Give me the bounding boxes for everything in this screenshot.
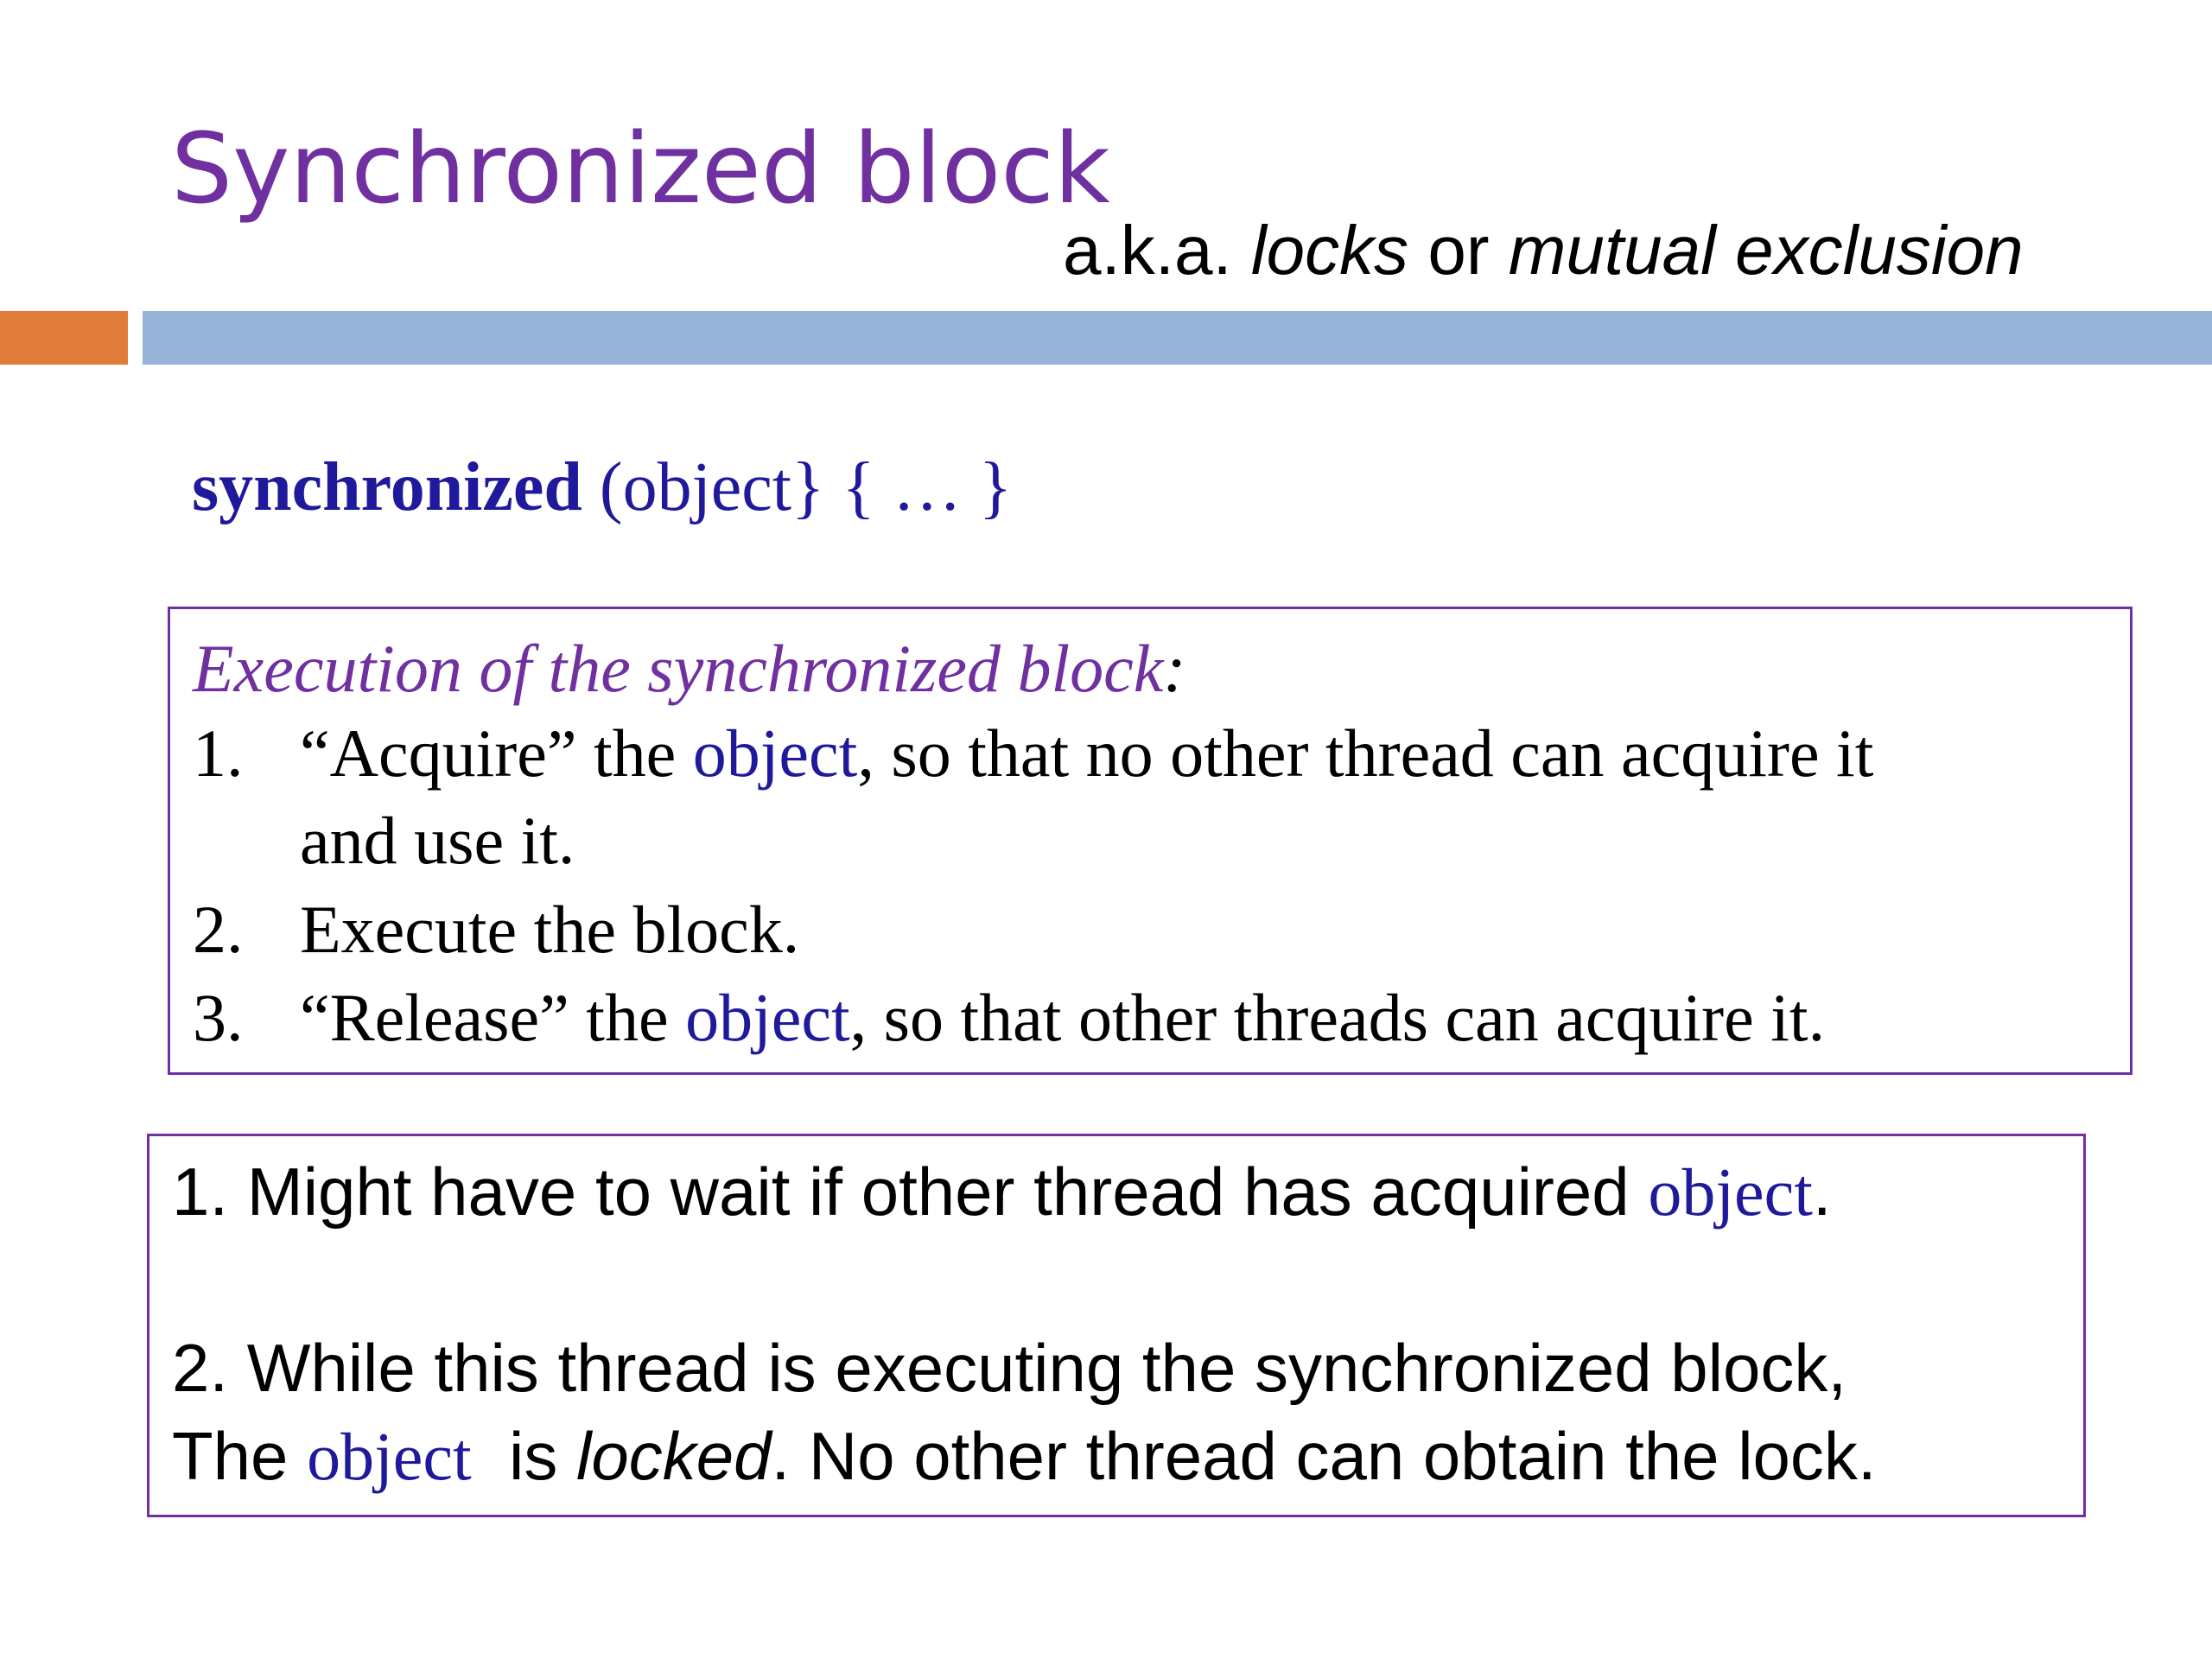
subtitle-middle: or (1408, 212, 1509, 289)
execution-step-3 (193, 974, 1825, 1061)
object-term: object (685, 980, 850, 1055)
header-divider-bar (143, 311, 2212, 365)
note-1: 1. Might have to wait if other thread has acquired object. (172, 1154, 1832, 1230)
subtitle-term-locks: locks (1250, 212, 1409, 289)
step-number: 2. (193, 892, 244, 967)
slide-subtitle (1063, 212, 2024, 289)
step-text: “Acquire” the (300, 715, 693, 791)
object-term: object (1648, 1154, 1813, 1230)
execution-step-1 (193, 709, 1873, 885)
step-text: “Release” the (300, 980, 686, 1055)
step-continuation: and use it. (300, 803, 575, 879)
subtitle-term-mutual-exclusion: mutual exclusion (1508, 212, 2024, 289)
step-text: , so that other threads can acquire it. (849, 980, 1826, 1055)
header-accent-bar (0, 311, 128, 365)
syntax-line (192, 449, 1012, 525)
locked-term: locked (576, 1418, 772, 1494)
subtitle-prefix: a.k.a. (1063, 212, 1251, 289)
notes-box (147, 1134, 2086, 1517)
execution-heading: Execution of the synchronized block: (193, 631, 1186, 706)
note-2-line-2: The object is locked. No other thread can obtain the lock. (172, 1418, 1877, 1494)
object-term: object (307, 1419, 472, 1494)
syntax-rest: (object} { … } (582, 449, 1013, 525)
execution-step-2 (193, 886, 799, 973)
syntax-keyword: synchronized (192, 449, 582, 525)
step-number: 1. (193, 715, 244, 791)
note-2-line-1: 2. While this thread is executing the synchronized block, (172, 1330, 1847, 1406)
object-term: object (692, 715, 858, 791)
execution-box (168, 607, 2133, 1075)
step-text: Execute the block. (300, 892, 800, 967)
slide-title: Synchronized block (171, 113, 1110, 226)
step-number: 3. (193, 980, 244, 1055)
step-text: , so that no other thread can acquire it (857, 715, 1874, 791)
